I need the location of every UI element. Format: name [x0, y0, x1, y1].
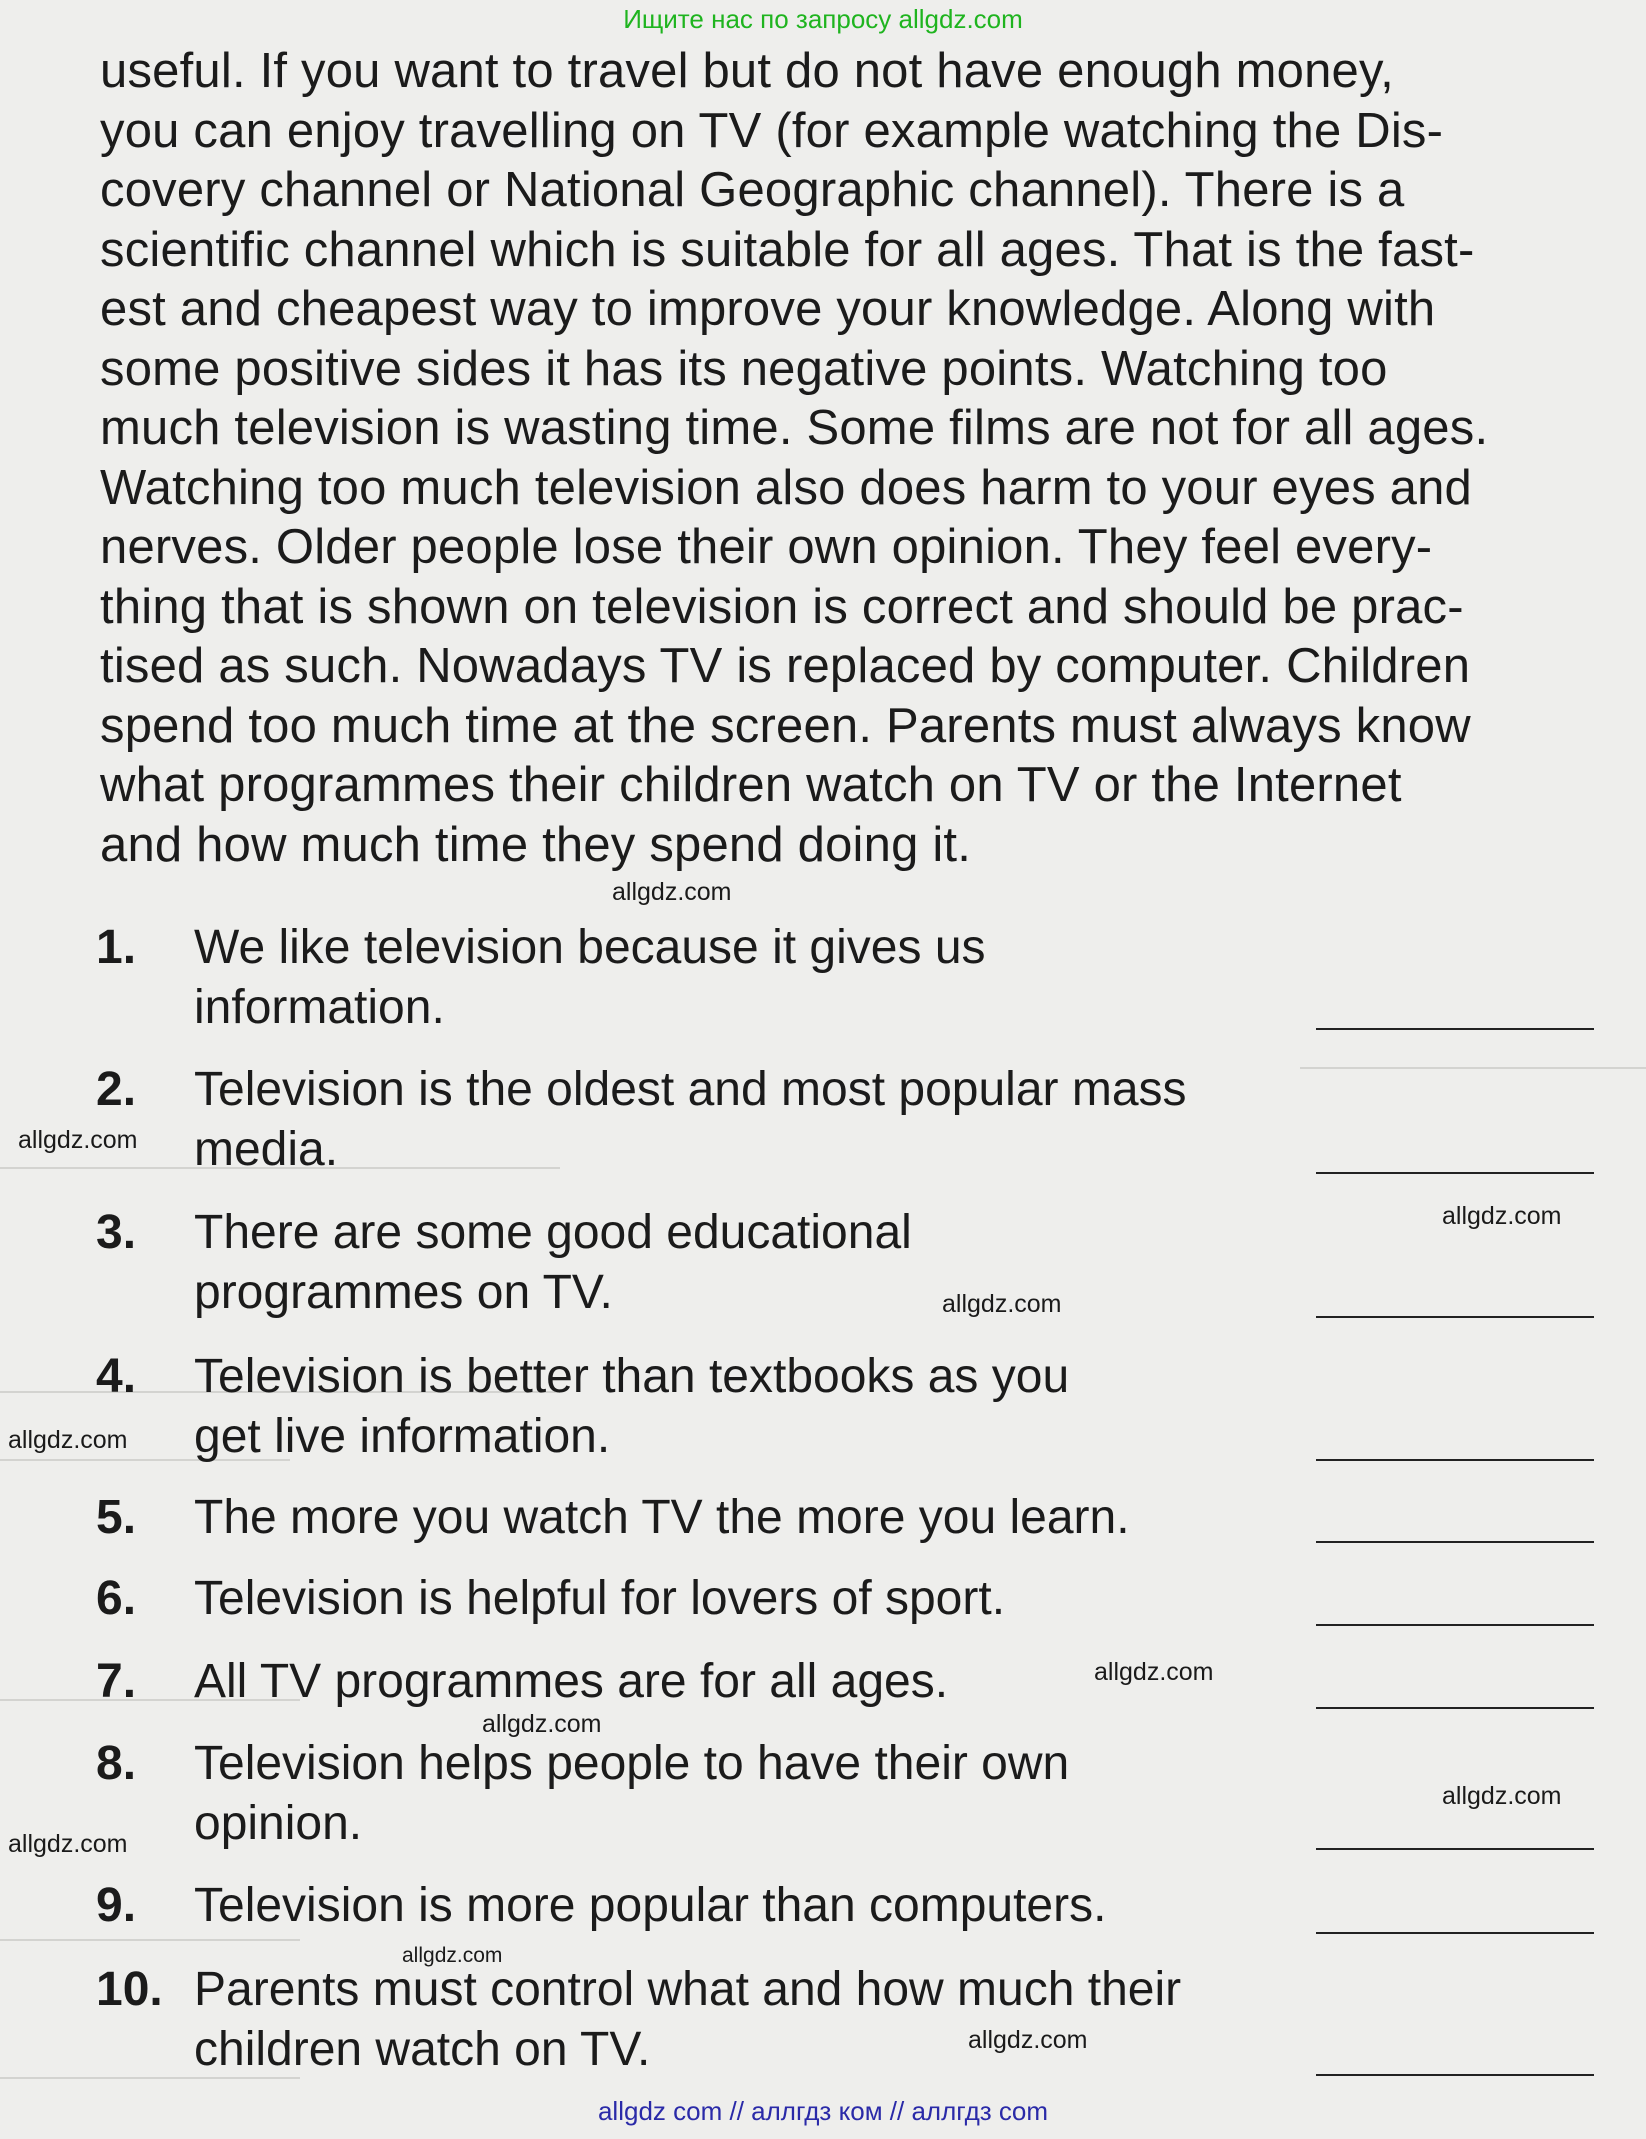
statement-text: The more you watch TV the more you learn.: [194, 1491, 1130, 1544]
watermark-text: allgdz.com: [8, 1426, 128, 1454]
statement-number: 2.: [96, 1063, 137, 1116]
watermark-text: allgdz.com: [612, 878, 732, 906]
statement-text: All TV programmes are for all ages.: [194, 1655, 949, 1708]
watermark-text: allgdz.com: [1442, 1202, 1562, 1230]
answer-line[interactable]: [1316, 1707, 1594, 1709]
site-banner-top[interactable]: Ищите нас по запросу allgdz.com: [623, 4, 1023, 34]
paragraph-line: est and cheapest way to improve your knowledge. Along with: [100, 282, 1436, 336]
paragraph-line: thing that is shown on television is correct and should be prac-: [100, 579, 1464, 634]
answer-line[interactable]: [1316, 1028, 1594, 1030]
answer-line[interactable]: [1316, 2074, 1594, 2076]
statement-text: There are some good educational programmes on TV.: [194, 1206, 912, 1319]
paragraph-line: spend too much time at the screen. Parents must always know: [100, 698, 1471, 753]
paragraph-line: scientific channel which is suitable for all ages. That is the fast-: [100, 222, 1475, 277]
watermark-text: allgdz.com: [1442, 1782, 1562, 1810]
statement-number: 3.: [96, 1206, 137, 1259]
paragraph-line: tised as such. Nowadays TV is replaced by computer. Children: [100, 639, 1471, 693]
paragraph-line: covery channel or National Geographic channel). There is a: [100, 163, 1405, 217]
statement-number: 4.: [96, 1350, 137, 1403]
paragraph-line: nerves. Older people lose their own opinion. They feel every-: [100, 520, 1433, 574]
answer-line[interactable]: [1316, 1848, 1594, 1850]
statement-number: 6.: [96, 1572, 137, 1625]
statement-number: 8.: [96, 1737, 137, 1790]
paragraph-line: and how much time they spend doing it.: [100, 817, 972, 872]
answer-line[interactable]: [1316, 1172, 1594, 1174]
site-banner-bottom[interactable]: allgdz com // аллгдз ком // аллгдз com: [597, 2096, 1049, 2126]
paragraph-line: you can enjoy travelling on TV (for example watching the Dis-: [100, 103, 1444, 158]
statement-text: Television is better than textbooks as you get live information.: [194, 1350, 1070, 1463]
watermark-text: allgdz.com: [8, 1830, 128, 1858]
statement-text: Parents must control what and how much their children watch on TV.: [194, 1963, 1182, 2076]
answer-line[interactable]: [1316, 1624, 1594, 1626]
statement-text: Television is helpful for lovers of sport.: [194, 1572, 1006, 1625]
statement-number: 9.: [96, 1879, 137, 1932]
paragraph-line: Watching too much television also does harm to your eyes and: [100, 460, 1473, 515]
watermark-text: allgdz.com: [1094, 1658, 1214, 1686]
statement-number: 10.: [96, 1963, 163, 2016]
paragraph-line: some positive sides it has its negative points. Watching too: [100, 341, 1388, 396]
watermark-text: allgdz.com: [968, 2026, 1088, 2054]
answer-line[interactable]: [1316, 1316, 1594, 1318]
statement-text: Television is more popular than computers.: [194, 1879, 1107, 1932]
watermark-text: allgdz.com: [18, 1126, 138, 1154]
answer-line[interactable]: [1316, 1932, 1594, 1934]
statement-number: 7.: [96, 1655, 137, 1708]
statement-text: Television is the oldest and most popular mass media.: [194, 1063, 1187, 1176]
paragraph-line: useful. If you want to travel but do not have enough money,: [100, 44, 1394, 98]
watermark-text: allgdz.com: [482, 1710, 602, 1738]
statement-number: 5.: [96, 1491, 137, 1544]
paragraph-line: much television is wasting time. Some films are not for all ages.: [100, 401, 1489, 455]
statement-text: We like television because it gives us information.: [194, 921, 986, 1034]
statement-number: 1.: [96, 921, 137, 974]
watermark-text: allgdz.com: [942, 1290, 1062, 1318]
statement-text: Television helps people to have their own opinion.: [194, 1737, 1070, 1850]
reading-paragraph: [100, 42, 1600, 875]
paragraph-line: what programmes their children watch on TV or the Internet: [100, 758, 1402, 812]
answer-line[interactable]: [1316, 1541, 1594, 1543]
answer-line[interactable]: [1316, 1459, 1594, 1461]
watermark-text: allgdz.com: [402, 1944, 503, 1967]
